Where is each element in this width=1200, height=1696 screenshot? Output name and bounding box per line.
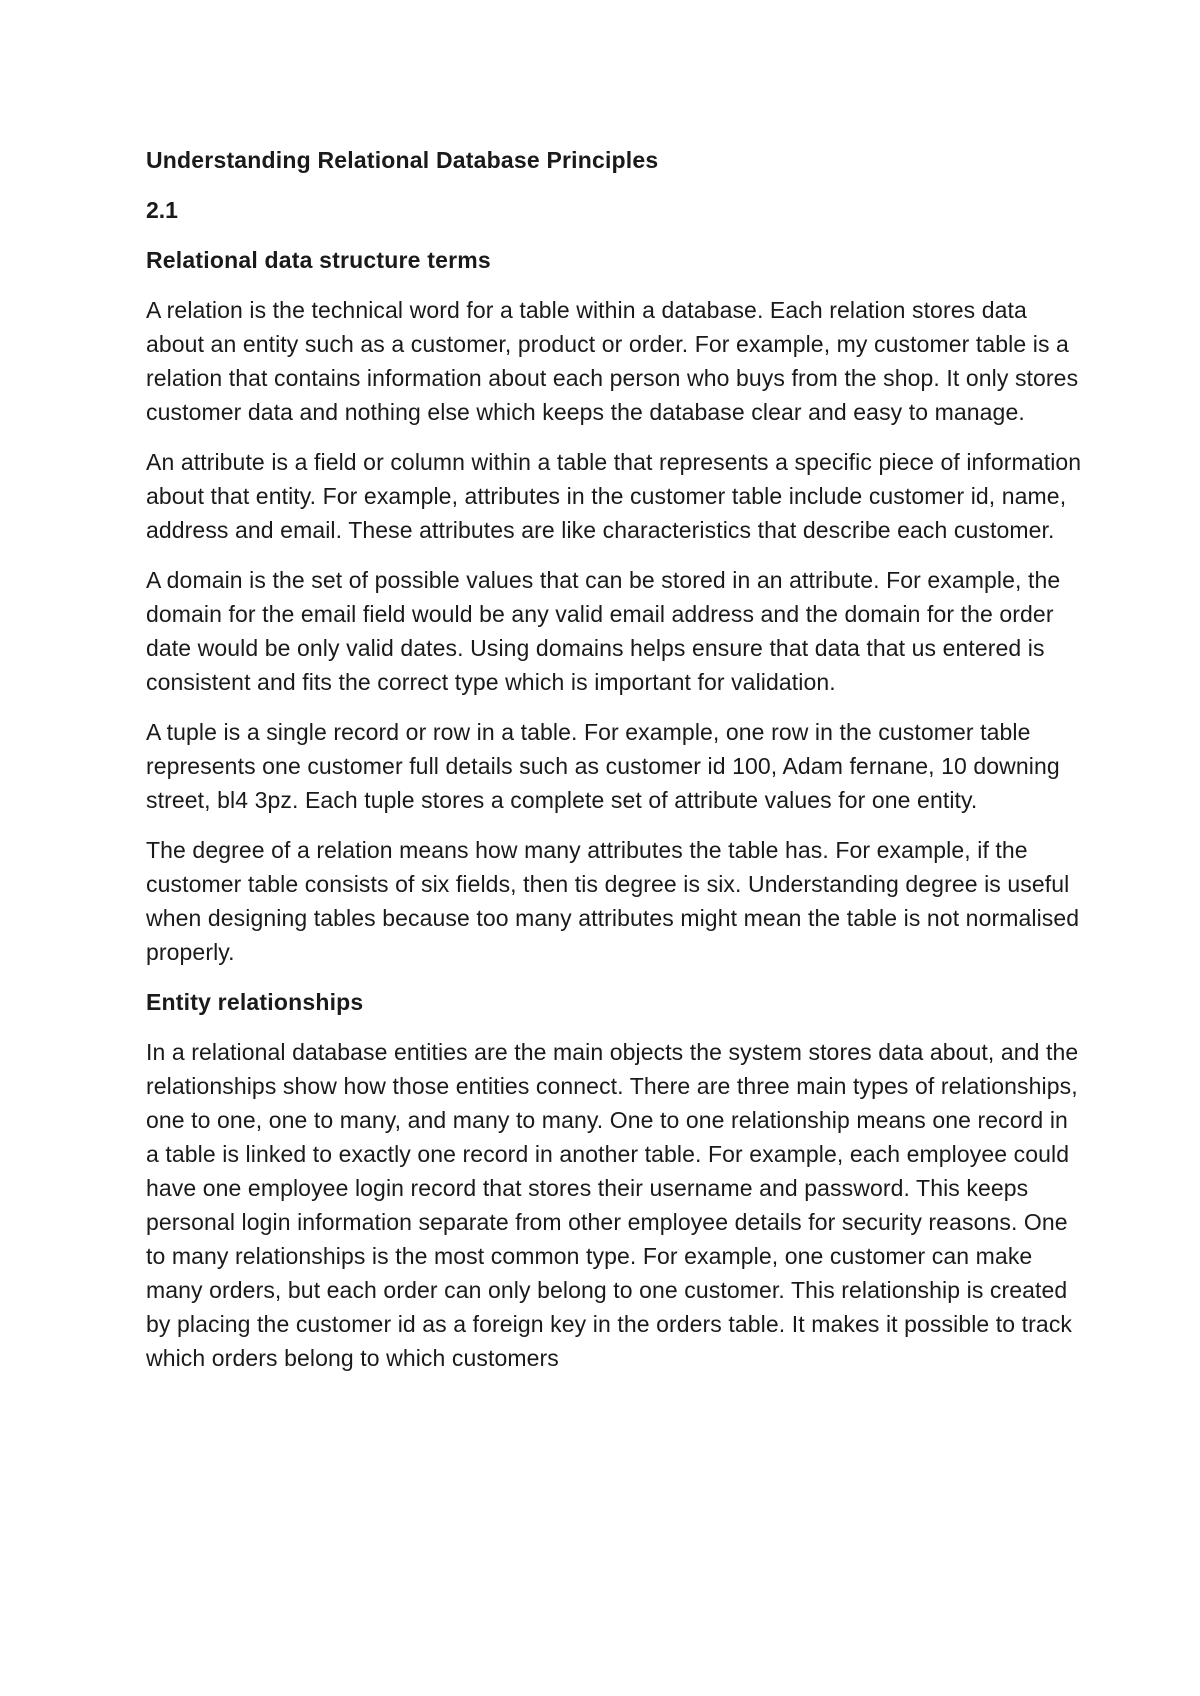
paragraph-tuple: A tuple is a single record or row in a table. For example, one row in the customer table represents one customer full details such as customer id 100, Adam fernane, 10 downing street, bl4 3pz. Each tuple stores a complete set of attribute values for one entity.: [146, 719, 1060, 813]
heading-relational-data-structure-terms: Relational data structure terms: [146, 247, 491, 273]
paragraph-entity-relationships: In a relational database entities are the main objects the system stores data about, and the relationships show how those entities connect. There are three main types of relationships, one to one, one to many, and many to many. One to one relationship means one record in a table is linked to exactly one record in another table. For example, each employee could have one employee login record that stores their username and password. This keeps personal login information separate from other employee details for security reasons. One to many relationships is the most common type. For example, one customer can make many orders, but each order can only belong to one customer. This relationship is created by placing the customer id as a foreign key in the orders table. It makes it possible to track which orders belong to which customers: [146, 1039, 1079, 1371]
section-number: 2.1: [146, 197, 178, 223]
document-page: [146, 143, 1086, 1391]
paragraph-relation: A relation is the technical word for a table within a database. Each relation stores data about an entity such as a customer, product or order. For example, my customer table is a relation that contains information about each person who buys from the shop. It only stores customer data and nothing else which keeps the database clear and easy to manage.: [146, 297, 1079, 425]
paragraph-domain: A domain is the set of possible values that can be stored in an attribute. For example, the domain for the email field would be any valid email address and the domain for the order date would be only valid dates. Using domains helps ensure that data that us entered is consistent and fits the correct type which is important for validation.: [146, 567, 1061, 695]
document-title: Understanding Relational Database Principles: [146, 147, 659, 173]
paragraph-degree: The degree of a relation means how many attributes the table has. For example, if the customer table consists of six fields, then tis degree is six. Understanding degree is useful when designing tables because too many attributes might mean the table is not normalised properly.: [146, 837, 1080, 965]
paragraph-attribute: An attribute is a field or column within a table that represents a specific piece of information about that entity. For example, attributes in the customer table include customer id, name, address and email. These attributes are like characteristics that describe each customer.: [146, 449, 1082, 543]
heading-entity-relationships: Entity relationships: [146, 989, 364, 1015]
